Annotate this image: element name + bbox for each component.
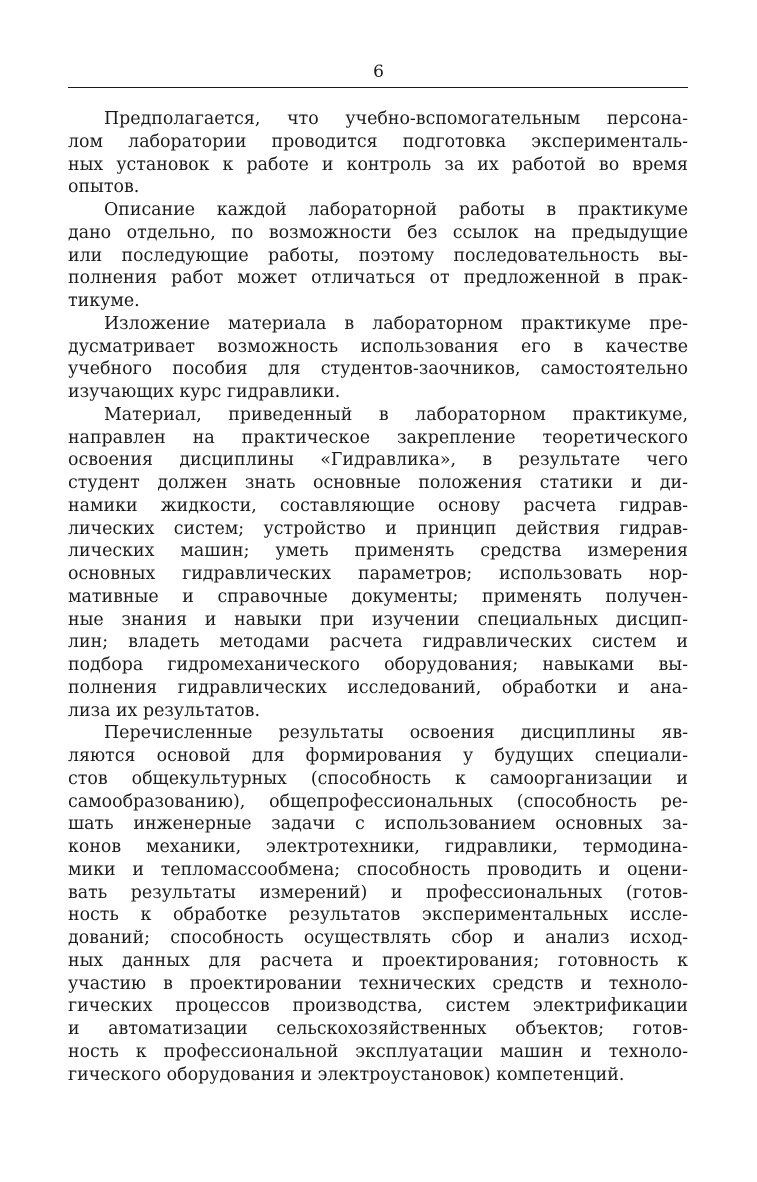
text-line: самообразованию), общепрофессиональных (способность ре- (68, 791, 688, 812)
text-line: направлен на практическое закрепление теоретического (68, 427, 688, 448)
text-line: лиза их результатов. (68, 700, 261, 721)
text-line: мики и тепломассообмена; способность проводить и оцени- (68, 859, 688, 880)
text-line: студент должен знать основные положения статики и ди- (68, 473, 688, 493)
text-line: дований; способность осуществлять сбор и анализ исход- (68, 928, 688, 948)
text-line: лических машин; уметь применять средства измерения (68, 541, 688, 562)
text-line: изучающих курс гидравлики. (68, 382, 341, 402)
text-line: полнения гидравлических исследований, обработки и ана- (68, 677, 688, 698)
text-line: ляются основой для формирования у будущих специали- (68, 746, 688, 766)
text-line: опытов. (68, 177, 140, 198)
text-line: стов общекультурных (способность к самоорганизации и (68, 768, 688, 789)
text-line: гического оборудования и электроустановок) компетенций. (68, 1064, 625, 1085)
text-line: лом лаборатории проводится подготовка эксперименталь- (68, 131, 688, 152)
text-line: ность к профессиональной эксплуатации машин и техноло- (68, 1041, 688, 1062)
text-line: мативные и справочные документы; применять получен- (68, 586, 688, 607)
text-line: ных установок к работе и контроль за их работой во время (68, 154, 688, 175)
text-line: Предполагается, что учебно-вспомогательным персона- (104, 109, 688, 129)
text-line: основных гидравлических параметров; использовать нор- (68, 564, 688, 584)
text-line: Описание каждой лабораторной работы в практикуме (104, 200, 688, 220)
paragraph (68, 108, 688, 199)
text-line: полнения работ может отличаться от предложенной в прак- (68, 268, 688, 289)
text-line: ные знания и навыки при изучении специальных дисцип- (68, 609, 688, 630)
text-line: или последующие работы, поэтому последовательность вы- (68, 245, 688, 266)
text-line: тикуме. (68, 291, 140, 311)
text-line: лин; владеть методами расчета гидравлических систем и (68, 632, 688, 653)
text-line: дано отдельно, по возможности без ссылок на предыдущие (68, 222, 688, 243)
text-line: ность к обработке результатов экспериментальных иссле- (68, 905, 688, 926)
text-line: шать инженерные задачи с использованием основных за- (68, 814, 688, 835)
text-line: Изложение материала в лабораторном практикуме пре- (104, 313, 688, 334)
text-line: намики жидкости, составляющие основу расчета гидрав- (68, 495, 688, 516)
text-line: ных данных для расчета и проектирования; готовность к (68, 950, 688, 971)
text-line: и автоматизации сельскохозяйственных объектов; готов- (68, 1019, 688, 1039)
text-line: Материал, приведенный в лабораторном практикуме, (104, 404, 688, 425)
text-line: гических процессов производства, систем электрификации (68, 996, 688, 1017)
text-line: Перечисленные результаты освоения дисциплины яв- (104, 723, 688, 744)
text-line: дусматривает возможность использования его в качестве (68, 336, 688, 357)
text-line: лических систем; устройство и принцип действия гидрав- (68, 518, 688, 539)
paragraph (68, 722, 688, 1086)
header-rule (68, 87, 688, 88)
text-line: вать результаты измерений) и профессиональных (готов- (68, 882, 688, 903)
text-line: учебного пособия для студентов-заочников, самостоятельно (68, 359, 688, 380)
text-line: освоения дисциплины «Гидравлика», в результате чего (68, 450, 688, 471)
paragraph (68, 313, 688, 404)
text-line: конов механики, электротехники, гидравлики, термодина- (68, 837, 688, 857)
page-number: 6 (373, 62, 384, 82)
text-line: участию в проектировании технических средств и техноло- (68, 973, 688, 994)
paragraph (68, 199, 688, 313)
text-body (68, 108, 688, 1086)
text-line: подбора гидромеханического оборудования; навыками вы- (68, 655, 688, 675)
paragraph (68, 404, 688, 723)
